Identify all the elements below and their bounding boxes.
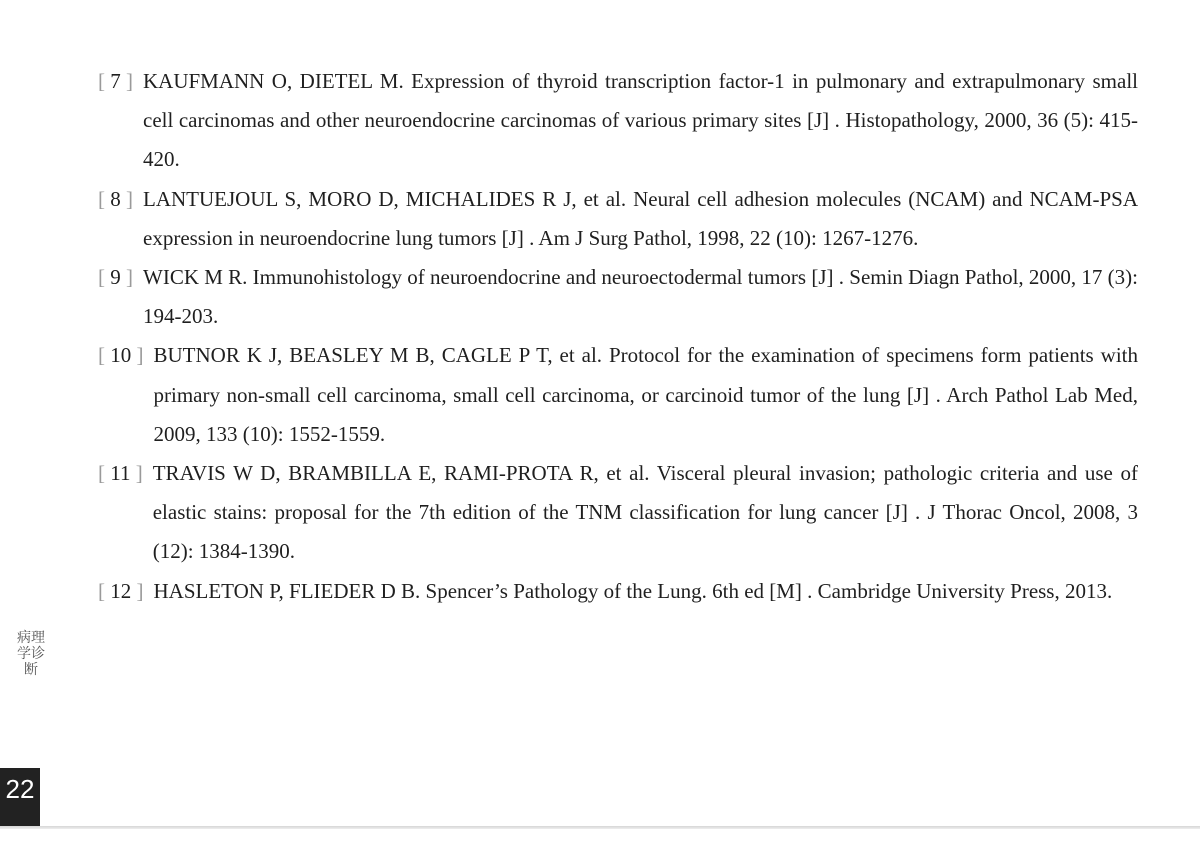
reference-number: [ 12 ] — [98, 578, 144, 603]
reference-item — [98, 62, 1138, 180]
reference-number: [ 9 ] — [98, 265, 133, 290]
reference-item — [98, 336, 1138, 454]
reference-number: [ 10 ] — [98, 343, 144, 368]
reference-item — [98, 454, 1138, 572]
reference-number: [ 7 ] — [98, 69, 133, 93]
page-number: 22 — [0, 768, 40, 826]
reference-item — [98, 572, 1138, 611]
reference-text: LANTUEJOUL S, MORO D, MICHALIDES R J, et al. Neural cell adhesion molecules (NCAM) and NCAM-PSA expression in neuroendocrine lung tumors [J] . Am J Surg Pathol, 1998, 22 (10): 1267-1276. — [143, 186, 1138, 250]
reference-item — [98, 180, 1138, 258]
reference-text: WICK M R. Immunohistology of neuroendocrine and neuroectodermal tumors [J] . Semin Diagn Pathol, 2000, 17 (3): 194-203. — [143, 265, 1138, 329]
footer-rule — [0, 826, 1200, 829]
book-title-vertical: 病理学诊断 — [17, 630, 45, 678]
reference-number: [ 11 ] — [98, 461, 143, 486]
reference-text: HASLETON P, FLIEDER D B. Spencer’s Pathology of the Lung. 6th ed [M] . Cambridge University Press, 2013. — [153, 578, 1113, 603]
reference-list — [98, 62, 1138, 611]
reference-text: BUTNOR K J, BEASLEY M B, CAGLE P T, et al. Protocol for the examination of specimens form patients with primary non-small cell carcinoma, small cell carcinoma, or carcinoid tumor of the lung [J] . Arch Pathol Lab Med, 2009, 133 (10): 1552-1559. — [153, 343, 1138, 446]
reference-number: [ 8 ] — [98, 186, 133, 211]
reference-text: KAUFMANN O, DIETEL M. Expression of thyroid transcription factor-1 in pulmonary and extrapulmonary small cell carcinomas and other neuroendocrine carcinomas of various primary sites [J] . Histopathology, 2000, 36 (5): 415-420. — [143, 69, 1138, 172]
reference-text: TRAVIS W D, BRAMBILLA E, RAMI-PROTA R, et al. Visceral pleural invasion; pathologic criteria and use of elastic stains: proposal for the 7th edition of the TNM classification for lung cancer [J] . J Thorac Oncol, 2008, 3 (12): 1384-1390. — [152, 461, 1138, 564]
reference-item — [98, 258, 1138, 336]
